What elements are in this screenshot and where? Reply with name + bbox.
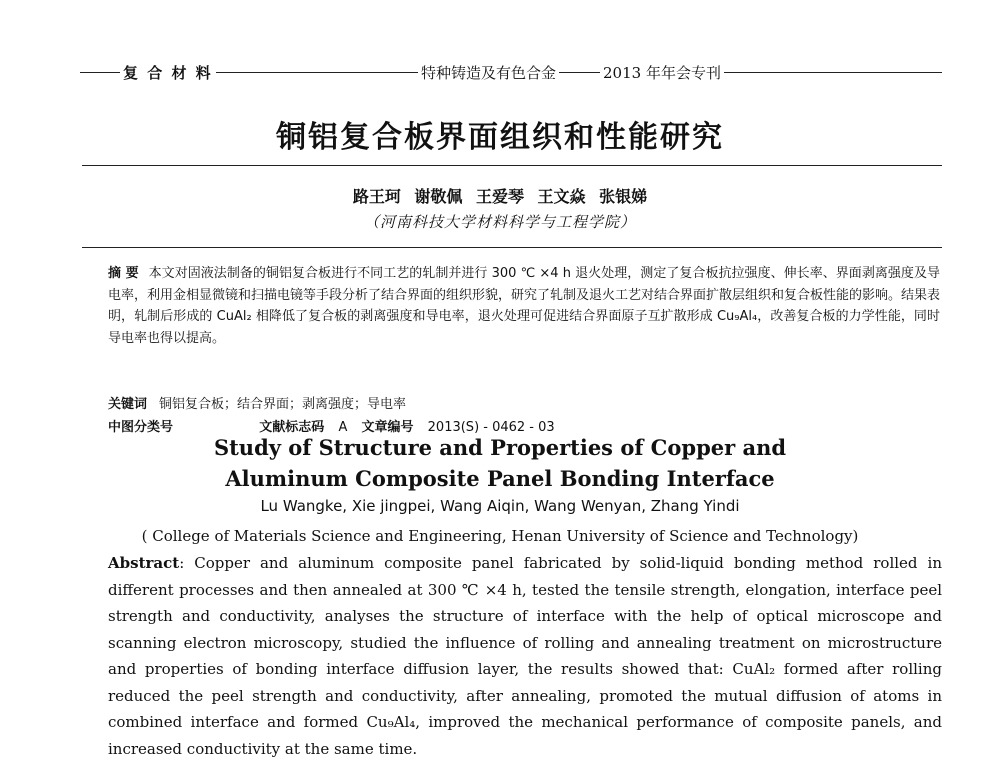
- article-no-value: 2013(S) - 0462 - 03: [427, 420, 555, 435]
- classification-line: [108, 416, 555, 435]
- title-en-line1: Study of Structure and Properties of Copper and: [213, 435, 787, 460]
- affiliation-rule: [82, 247, 942, 248]
- abstract-en-text: Copper and aluminum composite panel fabricated by solid-liquid bonding method rolled in different processes and then annealed at 300 ℃ ×4 h, tested the tensile strength, elongation, interface peel strength and conductivity, analyses the structure of interface with the help of optical microscope and scanning electron microscopy, studied the influence of rolling and annealing treatment on microstructure and properties of bonding interface diffusion layer, the results showed that: CuAl₂ formed after rolling reduced the peel strength and conductivity, after annealing, promoted the mutual diffusion of atoms in combined interface and formed Cu₉Al₄, improved the mechanical performance of composite panels, and increased conductivity at the same time.: [108, 554, 942, 758]
- keywords-cn: [108, 393, 406, 412]
- doc-code-label: 文献标志码: [259, 420, 325, 435]
- article-no-label: 文章编号: [361, 420, 414, 435]
- title-en-line2: Aluminum Composite Panel Bonding Interface: [225, 466, 775, 491]
- authors-cn: 路王珂 谢敬佩 王爱琴 王文焱 张银娣: [352, 187, 648, 206]
- header-issue: 2013 年年会专刊: [600, 62, 724, 83]
- affiliation-cn: （河南科技大学材料科学与工程学院）: [363, 213, 636, 231]
- title-cn: 铜铝复合板界面组织和性能研究: [276, 120, 724, 155]
- abstract-en-label: Abstract: [108, 554, 180, 572]
- doc-code-value: A: [338, 420, 348, 435]
- title-rule: [82, 165, 942, 166]
- header-journal: 特种铸造及有色合金: [418, 62, 559, 83]
- authors-en: Lu Wangke, Xie jingpei, Wang Aiqin, Wang Wenyan, Zhang Yindi: [260, 497, 740, 515]
- clc-label: 中图分类号: [108, 420, 174, 435]
- affiliation-en: ( College of Materials Science and Engineering, Henan University of Science and Technology): [141, 527, 859, 545]
- abstract-cn: [108, 263, 940, 349]
- header-section: 复 合 材 料: [120, 62, 216, 83]
- abstract-en: Abstract: Copper and aluminum composite panel fabricated by solid-liquid bonding method rolled in different processes and then annealed at 300 ℃ ×4 h, tested the tensile strength, elongation, interface peel strength and conductivity, analyses the structure of interface with the help of optical microscope and scanning electron microscopy, studied the influence of rolling and annealing treatment on microstructure and properties of bonding interface diffusion layer, the results showed that: CuAl₂ formed after rolling reduced the peel strength and conductivity, after annealing, promoted the mutual diffusion of atoms in combined interface and formed Cu₉Al₄, improved the mechanical performance of composite panels, and increased conductivity at the same time.: [108, 554, 942, 758]
- keywords-label: 关键词: [108, 397, 148, 412]
- abstract-cn-text: 本文对固液法制备的铜铝复合板进行不同工艺的轧制并进行 300 ℃ ×4 h 退火处理，测定了复合板抗拉强度、伸长率、界面剥离强度及导电率，利用金相显微镜和扫描电镜等手段分析了结合界面的组织形貌，研究了轧制及退火工艺对结合界面扩散层组织和复合板性能的影响。结果表明，轧制后形成的 CuAl₂ 相降低了复合板的剥离强度和导电率，退火处理可促进结合界面原子互扩散形成 Cu₉Al₄，改善复合板的力学性能，同时导电率也得以提高。: [108, 266, 941, 346]
- keywords-text: 铜铝复合板；结合界面；剥离强度；导电率: [159, 397, 407, 412]
- running-header: [80, 62, 942, 82]
- abstract-cn-label: 摘 要: [108, 266, 139, 281]
